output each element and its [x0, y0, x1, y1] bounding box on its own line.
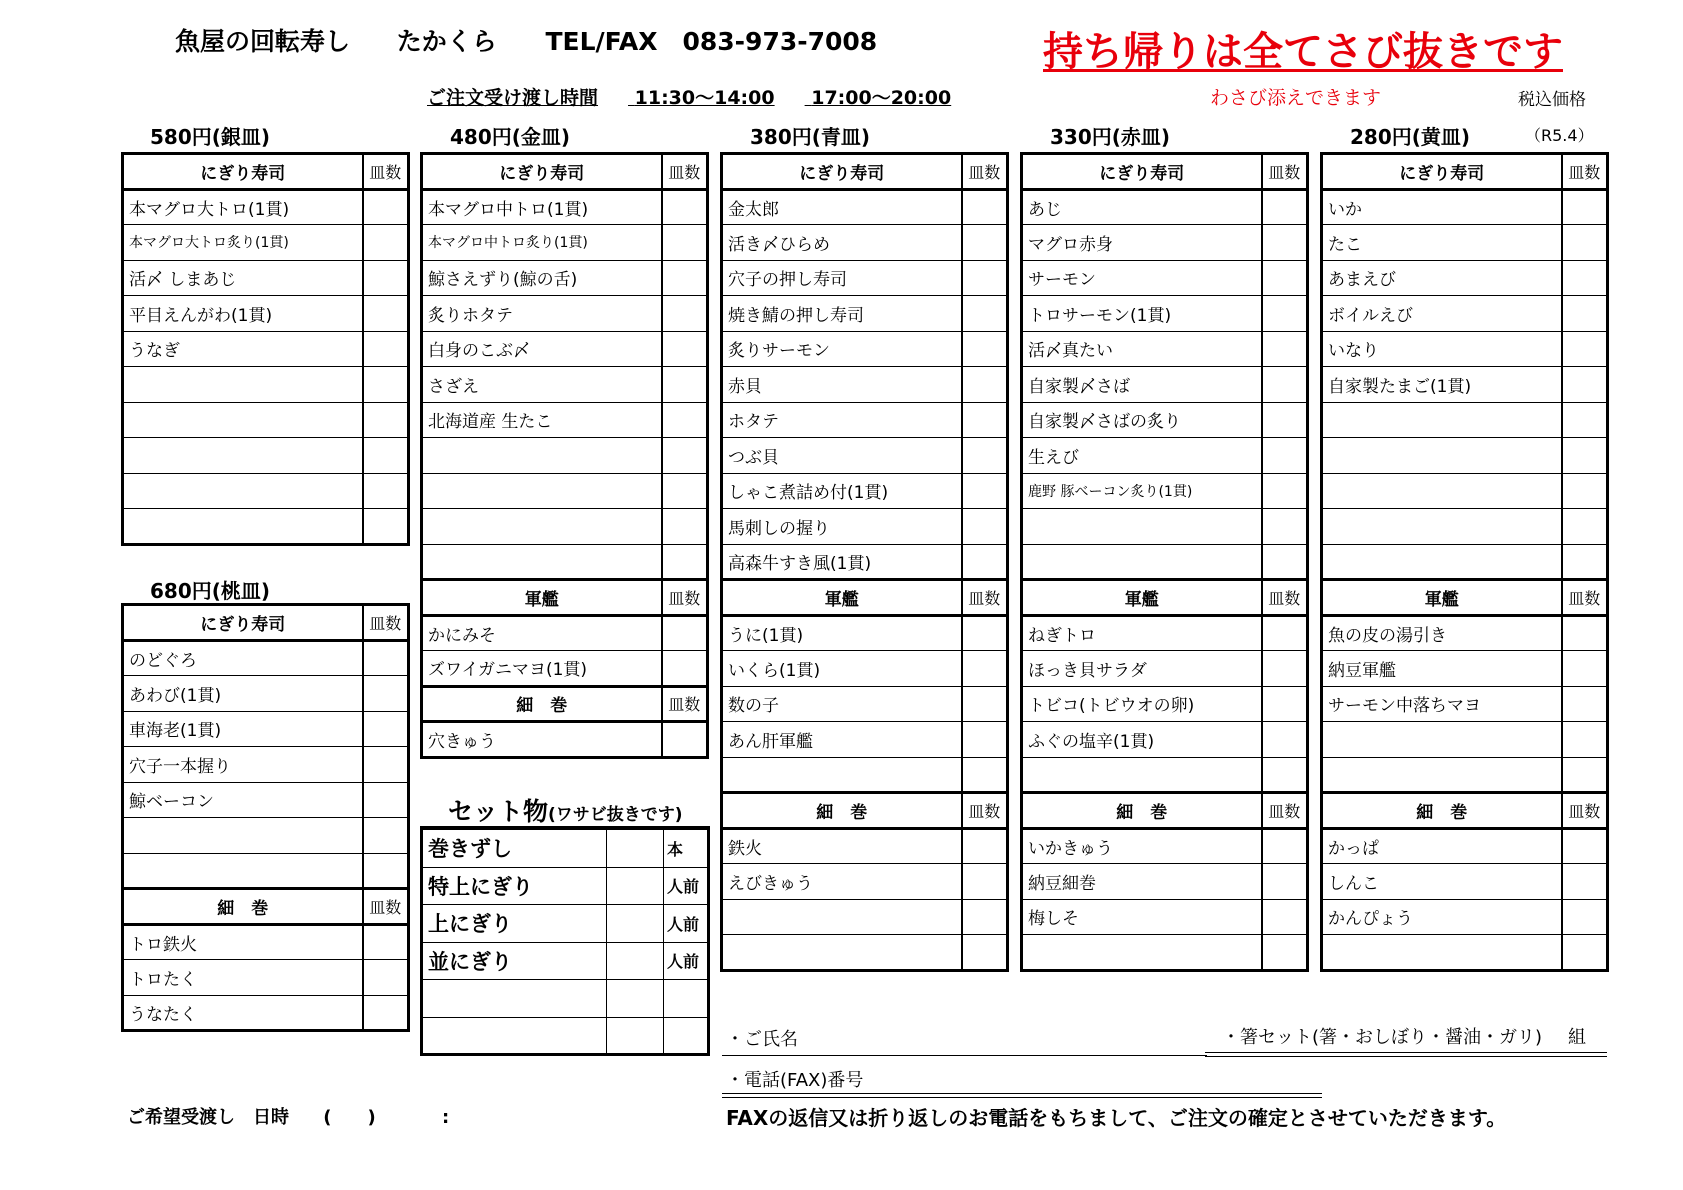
set-item [422, 1017, 607, 1055]
count-cell[interactable] [962, 296, 1008, 332]
menu-table-blue [720, 152, 1009, 972]
menu-table-peach [121, 603, 410, 1032]
price-title-red: 330円(赤皿) [1050, 125, 1171, 149]
menu-item: しんこ [1322, 864, 1562, 900]
chopsticks-label: ・箸セット(箸・おしぼり・醤油・ガリ) [1222, 1027, 1543, 1048]
count-cell[interactable] [662, 438, 708, 474]
menu-item [422, 473, 662, 509]
menu-item: ズワイガニマヨ(1貫) [422, 651, 662, 687]
section-header: にぎり寿司 [422, 154, 662, 190]
wish-paren[interactable]: ( ) [323, 1107, 376, 1128]
count-header: 皿数 [662, 154, 708, 190]
menu-item [1022, 757, 1262, 793]
name-underline[interactable] [722, 1055, 1207, 1056]
set-qty-cell[interactable] [607, 867, 664, 905]
set-unit: 人前 [664, 905, 709, 943]
count-cell[interactable] [363, 818, 409, 854]
count-cell[interactable] [363, 473, 409, 509]
section-header: 細 巻 [722, 793, 962, 829]
hours-line [427, 83, 981, 110]
hours-lunch: 11:30～14:00 [634, 87, 775, 109]
count-cell[interactable] [962, 651, 1008, 687]
count-header: 皿数 [363, 605, 409, 641]
phone-underline[interactable] [722, 1093, 1322, 1094]
menu-item: ふぐの塩辛(1貫) [1022, 722, 1262, 758]
count-cell[interactable] [662, 225, 708, 261]
section-header: にぎり寿司 [123, 605, 363, 641]
menu-table-gold [420, 152, 709, 759]
count-cell[interactable] [363, 331, 409, 367]
menu-item [123, 402, 363, 438]
menu-item [1322, 757, 1562, 793]
menu-item [123, 367, 363, 403]
menu-item: あじ [1022, 189, 1262, 225]
count-cell[interactable] [1562, 260, 1608, 296]
count-cell[interactable] [363, 924, 409, 960]
count-cell[interactable] [662, 651, 708, 687]
menu-item: 自家製〆さば [1022, 367, 1262, 403]
count-cell[interactable] [962, 544, 1008, 580]
count-cell[interactable] [1562, 651, 1608, 687]
count-cell[interactable] [962, 438, 1008, 474]
menu-item: 生えび [1022, 438, 1262, 474]
count-cell[interactable] [962, 828, 1008, 864]
count-cell[interactable] [962, 899, 1008, 935]
set-qty-cell[interactable] [607, 830, 664, 868]
wasabi-note: わさび添えできます [1210, 87, 1382, 109]
menu-item: 鹿野 豚ベーコン炙り(1貫) [1022, 473, 1262, 509]
set-unit [664, 980, 709, 1018]
count-cell[interactable] [662, 260, 708, 296]
count-cell[interactable] [662, 615, 708, 651]
menu-item: うなぎ [123, 331, 363, 367]
menu-item [722, 899, 962, 935]
menu-item: いかきゅう [1022, 828, 1262, 864]
count-cell[interactable] [962, 757, 1008, 793]
count-cell[interactable] [662, 544, 708, 580]
count-cell[interactable] [962, 367, 1008, 403]
price-title-yellow: 280円(黄皿) [1350, 125, 1471, 149]
menu-item: あわび(1貫) [123, 676, 363, 712]
set-item: 上にぎり [422, 905, 607, 943]
count-header: 皿数 [1262, 580, 1308, 616]
count-cell[interactable] [1262, 722, 1308, 758]
menu-item: マグロ赤身 [1022, 225, 1262, 261]
set-item: 特上にぎり [422, 867, 607, 905]
menu-item: 炙りサーモン [722, 331, 962, 367]
menu-item [123, 818, 363, 854]
menu-item: さざえ [422, 367, 662, 403]
tax-note: 税込価格 [1518, 90, 1586, 110]
count-cell[interactable] [962, 260, 1008, 296]
section-header: 細 巻 [1322, 793, 1562, 829]
section-header: にぎり寿司 [123, 154, 363, 190]
count-cell[interactable] [363, 260, 409, 296]
count-cell[interactable] [962, 189, 1008, 225]
menu-table-red [1020, 152, 1309, 972]
count-cell[interactable] [1262, 899, 1308, 935]
count-cell[interactable] [1562, 899, 1608, 935]
menu-item: サーモン中落ちマヨ [1322, 686, 1562, 722]
count-cell[interactable] [363, 225, 409, 261]
count-header: 皿数 [1262, 793, 1308, 829]
set-qty-cell[interactable] [607, 942, 664, 980]
count-cell[interactable] [662, 296, 708, 332]
menu-item [1022, 544, 1262, 580]
count-cell[interactable] [1262, 651, 1308, 687]
set-title [448, 792, 683, 828]
set-qty-cell[interactable] [607, 980, 664, 1018]
count-cell[interactable] [962, 509, 1008, 545]
menu-item: ボイルえび [1322, 296, 1562, 332]
set-title-note: (ワサビ抜きです) [548, 805, 683, 825]
menu-item [1322, 438, 1562, 474]
menu-item: かんぴょう [1322, 899, 1562, 935]
count-cell[interactable] [363, 189, 409, 225]
count-cell[interactable] [1562, 438, 1608, 474]
set-qty-cell[interactable] [607, 905, 664, 943]
price-title-silver: 580円(銀皿) [150, 125, 271, 149]
count-cell[interactable] [1262, 225, 1308, 261]
count-cell[interactable] [1262, 473, 1308, 509]
menu-item: 炙りホタテ [422, 296, 662, 332]
shop-tel: TEL/FAX 083-973-7008 [545, 27, 878, 56]
hours-dinner: 17:00～20:00 [811, 87, 952, 109]
count-cell[interactable] [1262, 828, 1308, 864]
menu-item: 赤貝 [722, 367, 962, 403]
count-cell[interactable] [1262, 402, 1308, 438]
menu-item [1322, 935, 1562, 971]
chopsticks-underline-2 [1205, 1056, 1607, 1057]
count-cell[interactable] [1562, 722, 1608, 758]
menu-item: いくら(1貫) [722, 651, 962, 687]
menu-item: 鯨さえずり(鯨の舌) [422, 260, 662, 296]
section-header: 細 巻 [123, 889, 363, 925]
count-cell[interactable] [1262, 935, 1308, 971]
count-cell[interactable] [363, 402, 409, 438]
count-cell[interactable] [1262, 686, 1308, 722]
set-item: 巻きずし [422, 830, 607, 868]
shop-name: 魚屋の回転寿し [175, 27, 351, 56]
set-unit: 人前 [664, 867, 709, 905]
menu-item: 本マグロ大トロ炙り(1貫) [123, 225, 363, 261]
set-item: 並にぎり [422, 942, 607, 980]
count-cell[interactable] [1262, 189, 1308, 225]
menu-item: 穴子の押し寿司 [722, 260, 962, 296]
count-cell[interactable] [962, 331, 1008, 367]
count-cell[interactable] [1562, 402, 1608, 438]
set-table [420, 826, 710, 1056]
menu-item: 納豆細巻 [1022, 864, 1262, 900]
menu-item [1322, 544, 1562, 580]
count-cell[interactable] [662, 189, 708, 225]
count-cell[interactable] [1562, 473, 1608, 509]
count-cell[interactable] [1562, 367, 1608, 403]
count-cell[interactable] [662, 473, 708, 509]
count-cell[interactable] [1262, 544, 1308, 580]
count-cell[interactable] [363, 509, 409, 545]
count-header: 皿数 [363, 154, 409, 190]
menu-item: トロサーモン(1貫) [1022, 296, 1262, 332]
count-header: 皿数 [962, 580, 1008, 616]
count-cell[interactable] [962, 722, 1008, 758]
count-cell[interactable] [1262, 296, 1308, 332]
shop-header [175, 22, 877, 58]
menu-item [1322, 473, 1562, 509]
menu-item [422, 509, 662, 545]
section-header: 軍艦 [722, 580, 962, 616]
menu-item [1322, 402, 1562, 438]
count-cell[interactable] [1262, 260, 1308, 296]
count-cell[interactable] [1562, 686, 1608, 722]
count-cell[interactable] [363, 676, 409, 712]
menu-item: 鯨ベーコン [123, 782, 363, 818]
count-cell[interactable] [662, 367, 708, 403]
menu-item: トビコ(トビウオの卵) [1022, 686, 1262, 722]
menu-item [123, 853, 363, 889]
section-header: 軍艦 [1022, 580, 1262, 616]
section-header: にぎり寿司 [1322, 154, 1562, 190]
count-cell[interactable] [1262, 438, 1308, 474]
menu-item: 平目えんがわ(1貫) [123, 296, 363, 332]
count-cell[interactable] [1262, 367, 1308, 403]
menu-table-yellow [1320, 152, 1609, 972]
count-cell[interactable] [662, 509, 708, 545]
count-cell[interactable] [962, 225, 1008, 261]
count-cell[interactable] [962, 686, 1008, 722]
revision-note: （R5.4） [1525, 126, 1594, 145]
set-unit: 人前 [664, 942, 709, 980]
count-cell[interactable] [1262, 864, 1308, 900]
menu-item: うに(1貫) [722, 615, 962, 651]
count-cell[interactable] [1562, 331, 1608, 367]
count-cell[interactable] [1262, 757, 1308, 793]
menu-item: 金太郎 [722, 189, 962, 225]
count-cell[interactable] [1562, 864, 1608, 900]
takeout-notice: 持ち帰りは全てさび抜きです [1043, 29, 1563, 75]
menu-item: 梅しそ [1022, 899, 1262, 935]
wish-colon[interactable]: : [442, 1107, 450, 1128]
count-cell[interactable] [363, 640, 409, 676]
section-header: にぎり寿司 [722, 154, 962, 190]
set-title-main: セット物 [448, 797, 549, 826]
price-title-peach: 680円(桃皿) [150, 579, 271, 603]
menu-item [1022, 935, 1262, 971]
menu-item: えびきゅう [722, 864, 962, 900]
menu-item: かにみそ [422, 615, 662, 651]
menu-item: 穴きゅう [422, 722, 662, 758]
menu-item: うなたく [123, 995, 363, 1031]
count-cell[interactable] [363, 438, 409, 474]
count-cell[interactable] [1262, 615, 1308, 651]
menu-item [422, 544, 662, 580]
menu-item: 数の子 [722, 686, 962, 722]
menu-item: 馬刺しの握り [722, 509, 962, 545]
section-header: にぎり寿司 [1022, 154, 1262, 190]
wish-label: ご希望受渡し 日時 [127, 1107, 289, 1128]
menu-item: 魚の皮の湯引き [1322, 615, 1562, 651]
count-cell[interactable] [1562, 225, 1608, 261]
menu-item: 穴子一本握り [123, 747, 363, 783]
menu-item: 本マグロ中トロ(1貫) [422, 189, 662, 225]
count-cell[interactable] [363, 296, 409, 332]
menu-item: つぶ貝 [722, 438, 962, 474]
section-header: 軍艦 [1322, 580, 1562, 616]
menu-item: 活〆真たい [1022, 331, 1262, 367]
count-header: 皿数 [1562, 154, 1608, 190]
shop-subname: たかくら [396, 27, 497, 56]
count-header: 皿数 [1562, 793, 1608, 829]
count-header: 皿数 [662, 686, 708, 722]
count-cell[interactable] [1562, 509, 1608, 545]
section-header: 細 巻 [422, 686, 662, 722]
menu-item [123, 438, 363, 474]
count-cell[interactable] [962, 935, 1008, 971]
count-cell[interactable] [662, 402, 708, 438]
count-cell[interactable] [1562, 757, 1608, 793]
menu-table-silver [121, 152, 410, 546]
count-cell[interactable] [962, 615, 1008, 651]
count-cell[interactable] [363, 782, 409, 818]
count-cell[interactable] [1562, 296, 1608, 332]
menu-item: 納豆軍艦 [1322, 651, 1562, 687]
count-header: 皿数 [363, 889, 409, 925]
menu-item: 自家製たまご(1貫) [1322, 367, 1562, 403]
menu-item [422, 438, 662, 474]
menu-item: あん肝軍艦 [722, 722, 962, 758]
count-cell[interactable] [1562, 189, 1608, 225]
count-cell[interactable] [363, 853, 409, 889]
count-cell[interactable] [363, 747, 409, 783]
set-unit [664, 1017, 709, 1055]
menu-item: あまえび [1322, 260, 1562, 296]
menu-item: 高森牛すき風(1貫) [722, 544, 962, 580]
menu-item: 自家製〆さばの炙り [1022, 402, 1262, 438]
chopsticks-underline[interactable] [1205, 1052, 1607, 1053]
count-cell[interactable] [363, 711, 409, 747]
menu-item: サーモン [1022, 260, 1262, 296]
set-qty-cell[interactable] [607, 1017, 664, 1055]
price-title-blue: 380円(青皿) [750, 125, 871, 149]
phone-label: ・電話(FAX)番号 [726, 1070, 864, 1091]
section-header: 細 巻 [1022, 793, 1262, 829]
count-cell[interactable] [662, 722, 708, 758]
price-title-gold: 480円(金皿) [450, 125, 571, 149]
count-cell[interactable] [962, 473, 1008, 509]
count-cell[interactable] [962, 402, 1008, 438]
phone-underline-2 [722, 1097, 1322, 1098]
count-cell[interactable] [363, 367, 409, 403]
menu-item: 白身のこぶ〆 [422, 331, 662, 367]
menu-item: 北海道産 生たこ [422, 402, 662, 438]
count-header: 皿数 [662, 580, 708, 616]
menu-item [123, 509, 363, 545]
menu-item: たこ [1322, 225, 1562, 261]
count-cell[interactable] [363, 960, 409, 996]
set-item [422, 980, 607, 1018]
count-cell[interactable] [1562, 615, 1608, 651]
count-cell[interactable] [662, 331, 708, 367]
menu-item: ホタテ [722, 402, 962, 438]
chopsticks-unit: 組 [1568, 1027, 1586, 1048]
menu-item [123, 473, 363, 509]
count-header: 皿数 [1262, 154, 1308, 190]
menu-item: トロたく [123, 960, 363, 996]
count-cell[interactable] [962, 864, 1008, 900]
count-header: 皿数 [962, 154, 1008, 190]
count-header: 皿数 [962, 793, 1008, 829]
menu-item [1022, 509, 1262, 545]
wish-line [127, 1103, 449, 1129]
menu-item: 活〆 しまあじ [123, 260, 363, 296]
menu-item: 焼き鯖の押し寿司 [722, 296, 962, 332]
menu-item [722, 757, 962, 793]
menu-item: いなり [1322, 331, 1562, 367]
menu-item: 活き〆ひらめ [722, 225, 962, 261]
count-header: 皿数 [1562, 580, 1608, 616]
hours-label: ご注文受け渡し時間 [427, 87, 599, 109]
menu-item: ほっき貝サラダ [1022, 651, 1262, 687]
menu-item: 車海老(1貫) [123, 711, 363, 747]
count-cell[interactable] [1262, 331, 1308, 367]
name-label: ・ご氏名 [726, 1029, 798, 1050]
menu-item: 本マグロ中トロ炙り(1貫) [422, 225, 662, 261]
menu-item [722, 935, 962, 971]
menu-item: 鉄火 [722, 828, 962, 864]
set-unit: 本 [664, 830, 709, 868]
menu-item: いか [1322, 189, 1562, 225]
count-cell[interactable] [1562, 935, 1608, 971]
menu-item: ねぎトロ [1022, 615, 1262, 651]
menu-item: 本マグロ大トロ(1貫) [123, 189, 363, 225]
menu-item: かっぱ [1322, 828, 1562, 864]
count-cell[interactable] [363, 995, 409, 1031]
count-cell[interactable] [1562, 544, 1608, 580]
count-cell[interactable] [1262, 509, 1308, 545]
confirm-note: FAXの返信又は折り返しのお電話をもちまして、ご注文の確定とさせていただきます。 [726, 1106, 1507, 1130]
count-cell[interactable] [1562, 828, 1608, 864]
menu-item: しゃこ煮詰め付(1貫) [722, 473, 962, 509]
menu-item [1322, 722, 1562, 758]
section-header: 軍艦 [422, 580, 662, 616]
menu-item [1322, 509, 1562, 545]
menu-item: トロ鉄火 [123, 924, 363, 960]
menu-item: のどぐろ [123, 640, 363, 676]
